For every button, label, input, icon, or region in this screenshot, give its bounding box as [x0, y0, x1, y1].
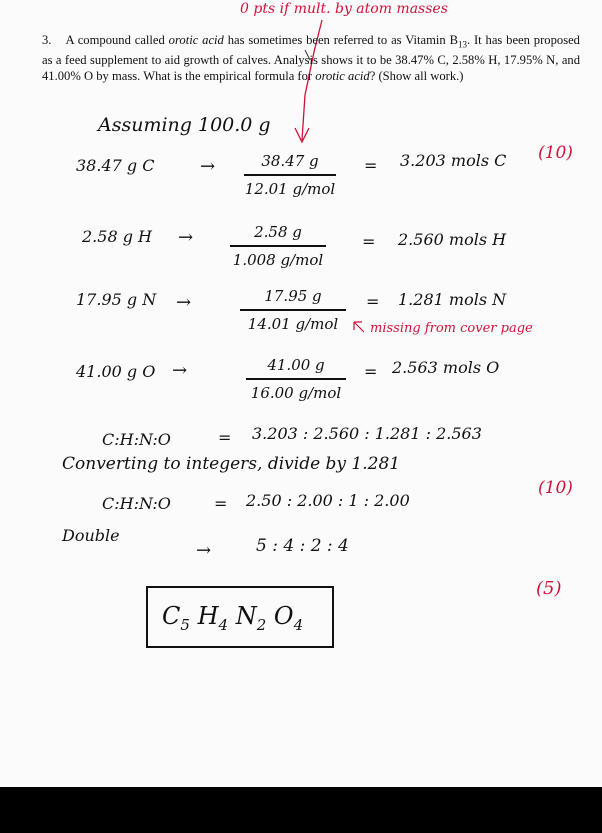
- equals-sign: =: [364, 362, 378, 381]
- missing-arrow: [354, 322, 364, 332]
- mass-carbon: 38.47 g C: [76, 156, 155, 175]
- vitamin-subscript: 13: [457, 39, 467, 50]
- equals-sign: =: [366, 292, 380, 311]
- fraction-numerator: 41.00 g: [267, 356, 325, 374]
- ratio-label: C:H:N:O: [102, 494, 171, 513]
- fraction-denominator: 12.01 g/mol: [244, 179, 336, 198]
- fraction-nitrogen: [240, 287, 346, 333]
- grade-mark-3: (5): [536, 578, 562, 599]
- missing-note: missing from cover page: [370, 321, 533, 336]
- fraction-bar: [240, 309, 346, 311]
- mass-nitrogen: 17.95 g N: [76, 290, 157, 309]
- arrow: →: [172, 360, 188, 381]
- fraction-numerator: 38.47 g: [261, 152, 319, 170]
- problem-statement: [42, 33, 580, 84]
- fraction-denominator: 16.00 g/mol: [250, 383, 342, 402]
- moles-oxygen: 2.563 mols O: [392, 358, 500, 377]
- problem-number: 3.: [42, 33, 52, 47]
- fraction-numerator: 2.58 g: [254, 223, 302, 241]
- moles-nitrogen: 1.281 mols N: [398, 290, 507, 309]
- grade-mark-2: (10): [538, 478, 573, 498]
- arrow: →: [200, 156, 216, 177]
- doubled-ratio: 5 : 4 : 2 : 4: [256, 536, 349, 556]
- empirical-formula: $C_5$ $H_4$ $N_2$ $O_4$: [162, 602, 304, 634]
- equals-sign: =: [218, 428, 232, 447]
- grader-note-top: 0 pts if mult. by atom masses: [240, 1, 448, 17]
- problem-text: . It has been proposed as a feed supplement to aid growth of calves. Analysis shows it to be 38.47% C, 2.58% H, 17.95% N, and 41.00% O by mass. What is the empirical formula for: [42, 33, 580, 83]
- moles-carbon: 3.203 mols C: [400, 151, 507, 170]
- equals-sign: =: [364, 156, 378, 175]
- mass-hydrogen: 2.58 g H: [82, 227, 152, 246]
- fraction-denominator: 1.008 g/mol: [232, 250, 324, 269]
- problem-text: has sometimes been referred to as Vitamin B: [227, 33, 458, 47]
- fraction-oxygen: [246, 356, 346, 402]
- assuming-line: Assuming 100.0 g: [98, 114, 271, 136]
- problem-emphasis: orotic acid: [168, 33, 224, 47]
- mass-oxygen: 41.00 g O: [76, 362, 156, 381]
- ratio-values: 2.50 : 2.00 : 1 : 2.00: [246, 491, 410, 510]
- grade-mark-1: (10): [538, 143, 573, 163]
- fraction-bar: [244, 174, 336, 176]
- problem-emphasis: orotic acid: [315, 68, 370, 83]
- problem-text: A compound called: [65, 33, 165, 47]
- arrow: →: [196, 540, 212, 561]
- final-answer-box: [146, 586, 334, 648]
- converting-line: Converting to integers, divide by 1.281: [62, 454, 401, 474]
- double-label: Double: [62, 526, 120, 545]
- arrow: →: [176, 292, 192, 313]
- fraction-bar: [230, 245, 326, 247]
- problem-text: ? (Show all work.): [369, 68, 464, 83]
- fraction-denominator: 14.01 g/mol: [247, 314, 339, 333]
- equals-sign: =: [214, 494, 228, 513]
- arrow: →: [178, 227, 194, 248]
- fraction-bar: [246, 378, 346, 380]
- fraction-numerator: 17.95 g: [264, 287, 322, 305]
- fraction-hydrogen: [230, 223, 326, 269]
- moles-hydrogen: 2.560 mols H: [398, 230, 507, 249]
- fraction-carbon: [244, 152, 336, 198]
- ratio-label: C:H:N:O: [102, 430, 171, 449]
- equals-sign: =: [362, 232, 376, 251]
- ratio-values: 3.203 : 2.560 : 1.281 : 2.563: [252, 424, 482, 443]
